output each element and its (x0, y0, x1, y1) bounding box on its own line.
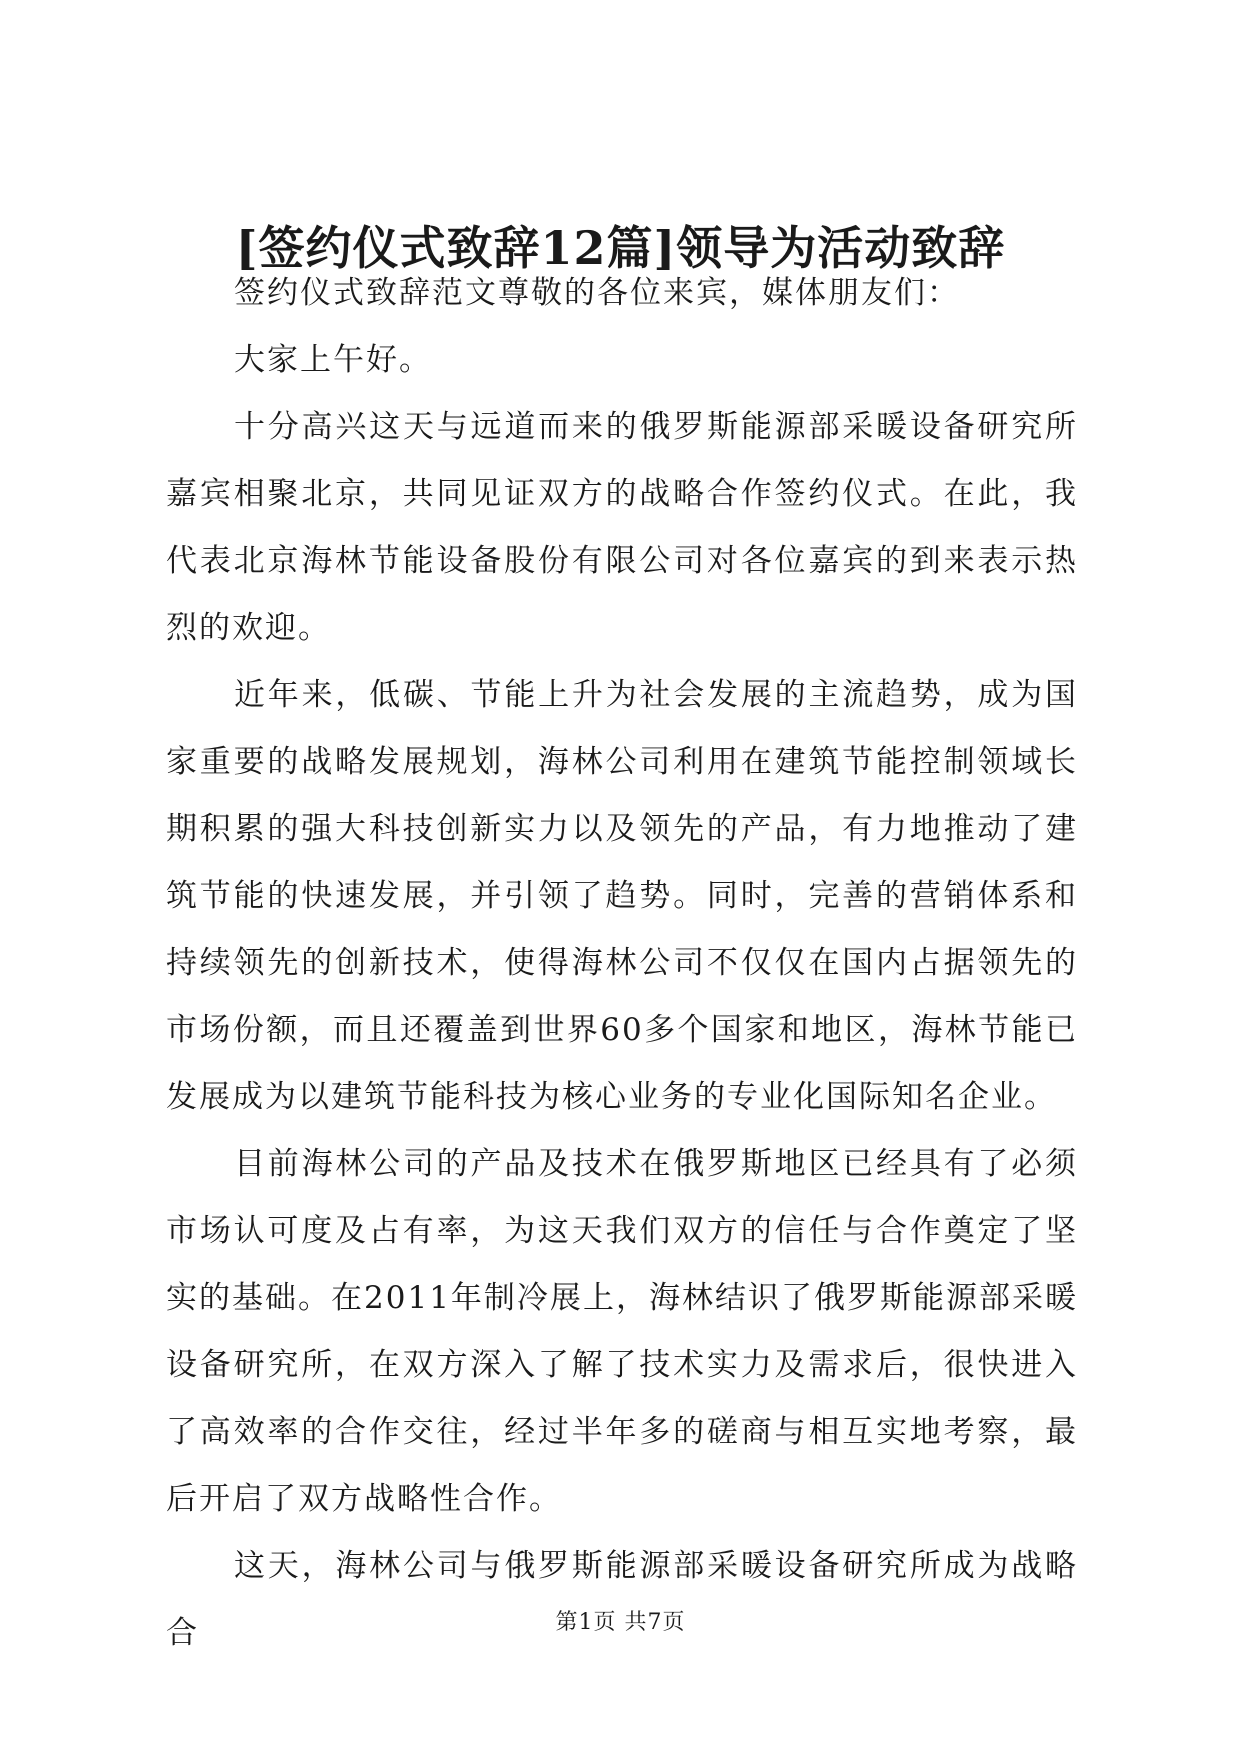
document-title: [签约仪式致辞12篇]领导为活动致辞 (235, 221, 1006, 275)
paragraph-good-morning: 大家上午好。 (234, 342, 432, 378)
document-body (166, 260, 1078, 1667)
paragraph-background: 近年来，低碳、节能上升为社会发展的主流趋势，成为国家重要的战略发展规划，海林公司利用在建筑节能控制领域长期积累的强大科技创新实力以及领先的产品，有力地推动了建筑节能的快速发展，并引领了趋势。同时，完善的营销体系和持续领先的创新技术，使得海林公司不仅仅在国内占据领先的市场份额，而且还覆盖到世界60多个国家和地区，海林节能已发展成为以建筑节能科技为核心业务的专业化国际知名企业。 (166, 677, 1078, 1115)
paragraph-today: 这天，海林公司与俄罗斯能源部采暖设备研究所成为战略合 (166, 1548, 1078, 1651)
paragraph-greeting: 签约仪式致辞范文尊敬的各位来宾，媒体朋友们： (234, 275, 960, 311)
page-number-footer: 第1页 共7页 (555, 1610, 686, 1635)
paragraph-cooperation-history: 目前海林公司的产品及技术在俄罗斯地区已经具有了必须市场认可度及占有率，为这天我们双方的信任与合作奠定了坚实的基础。在2011年制冷展上，海林结识了俄罗斯能源部采暖设备研究所，在双方深入了解了技术实力及需求后，很快进入了高效率的合作交往，经过半年多的磋商与相互实地考察，最后开启了双方战略性合作。 (166, 1146, 1078, 1517)
paragraph-welcome: 十分高兴这天与远道而来的俄罗斯能源部采暖设备研究所嘉宾相聚北京，共同见证双方的战略合作签约仪式。在此，我代表北京海林节能设备股份有限公司对各位嘉宾的到来表示热烈的欢迎。 (166, 409, 1078, 646)
